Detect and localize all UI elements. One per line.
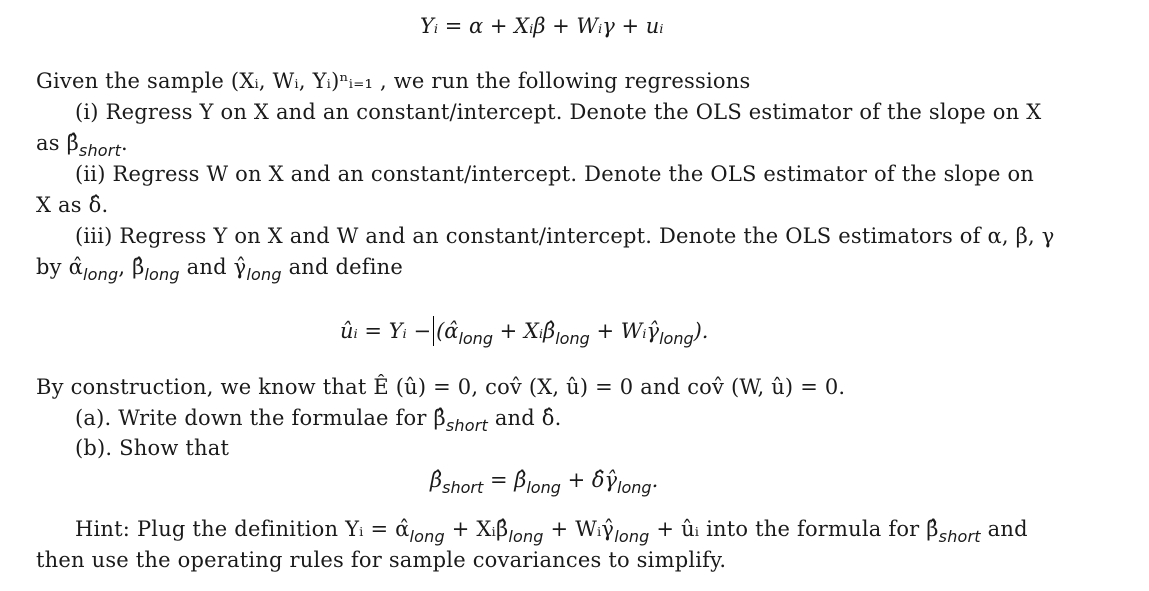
- residual-alpha: (α̂: [436, 319, 459, 343]
- item-iii-gamma: and γ̂: [179, 255, 247, 279]
- item-iii-beta-sub: long: [144, 265, 180, 284]
- residual-equation: [340, 316, 708, 346]
- construction-text: By construction, we know that Ê (û) = 0, cov̂ (X, û) = 0 and cov̂ (W, û) = 0.: [36, 375, 846, 399]
- part-a-suffix: and δ̂.: [487, 406, 562, 430]
- item-iii-beta: , β̂: [118, 255, 145, 279]
- result-equation: [430, 467, 658, 495]
- hint-text-c: + Wᵢγ̂: [543, 517, 615, 541]
- residual-close: ).: [693, 319, 709, 343]
- residual-gamma-sub: long: [659, 329, 694, 348]
- residual-gamma: + Wᵢγ̂: [589, 319, 660, 343]
- result-beta-long-sub: long: [526, 478, 561, 497]
- model-equation: Yᵢ = α + Xᵢβ + Wᵢγ + uᵢ: [420, 14, 664, 38]
- hint-text-a: Hint: Plug the definition Yᵢ = α̂: [75, 517, 410, 541]
- item-iii-alpha: by α̂: [36, 255, 83, 279]
- item-iii-line1: (iii) Regress Y on X and W and an constant/intercept. Denote the OLS estimators of α, β, γ: [75, 224, 1055, 248]
- result-gamma-sub: long: [617, 478, 652, 497]
- hint-text-b: + Xᵢβ̂: [444, 517, 509, 541]
- residual-lhs: ûᵢ = Yᵢ −: [340, 319, 432, 343]
- item-i-line1: (i) Regress Y on X and an constant/intercept. Denote the OLS estimator of the slope on X: [75, 100, 1042, 124]
- hint-gamma-sub: long: [614, 527, 650, 546]
- item-i-beta-sub: short: [78, 141, 122, 160]
- item-iii-define: and define: [281, 255, 404, 279]
- item-iii-line2: [36, 254, 403, 282]
- hint-line2: then use the operating rules for sample covariances to simplify.: [36, 548, 727, 572]
- item-i-beta: as β̂: [36, 131, 79, 155]
- result-delta-gamma: + δ̂γ̂: [560, 468, 618, 492]
- part-b: (b). Show that: [75, 436, 230, 460]
- hint-alpha-sub: long: [409, 527, 445, 546]
- item-ii-line1: (ii) Regress W on X and an constant/intercept. Denote the OLS estimator of the slope on: [75, 162, 1035, 186]
- residual-beta-sub: long: [555, 329, 590, 348]
- residual-beta: + Xᵢβ̂: [492, 319, 556, 343]
- result-lhs-sub: short: [442, 478, 484, 497]
- item-i-line2: [36, 130, 128, 158]
- hint-line1: [75, 516, 1028, 544]
- residual-alpha-sub: long: [458, 329, 493, 348]
- part-a-text: (a). Write down the formulae for β̂: [75, 406, 446, 430]
- result-period: .: [651, 468, 659, 492]
- hint-text-d: + ûᵢ into the formula for β̂: [649, 517, 939, 541]
- hint-short-sub: short: [938, 527, 981, 546]
- part-a-sub: short: [445, 416, 488, 435]
- intro-text: Given the sample (Xᵢ, Wᵢ, Yᵢ)ⁿᵢ₌₁ , we run the following regressions: [36, 69, 751, 93]
- item-i-period: .: [121, 131, 128, 155]
- hint-text-e: and: [980, 517, 1028, 541]
- hint-beta-sub: long: [508, 527, 544, 546]
- item-iii-gamma-sub: long: [246, 265, 282, 284]
- result-lhs: β̂: [430, 468, 443, 492]
- item-ii-line2: X as δ̂.: [36, 193, 109, 217]
- result-beta-long: = β̂: [483, 468, 527, 492]
- item-iii-alpha-sub: long: [82, 265, 119, 284]
- part-a: [75, 405, 562, 433]
- text-cursor: [433, 316, 434, 346]
